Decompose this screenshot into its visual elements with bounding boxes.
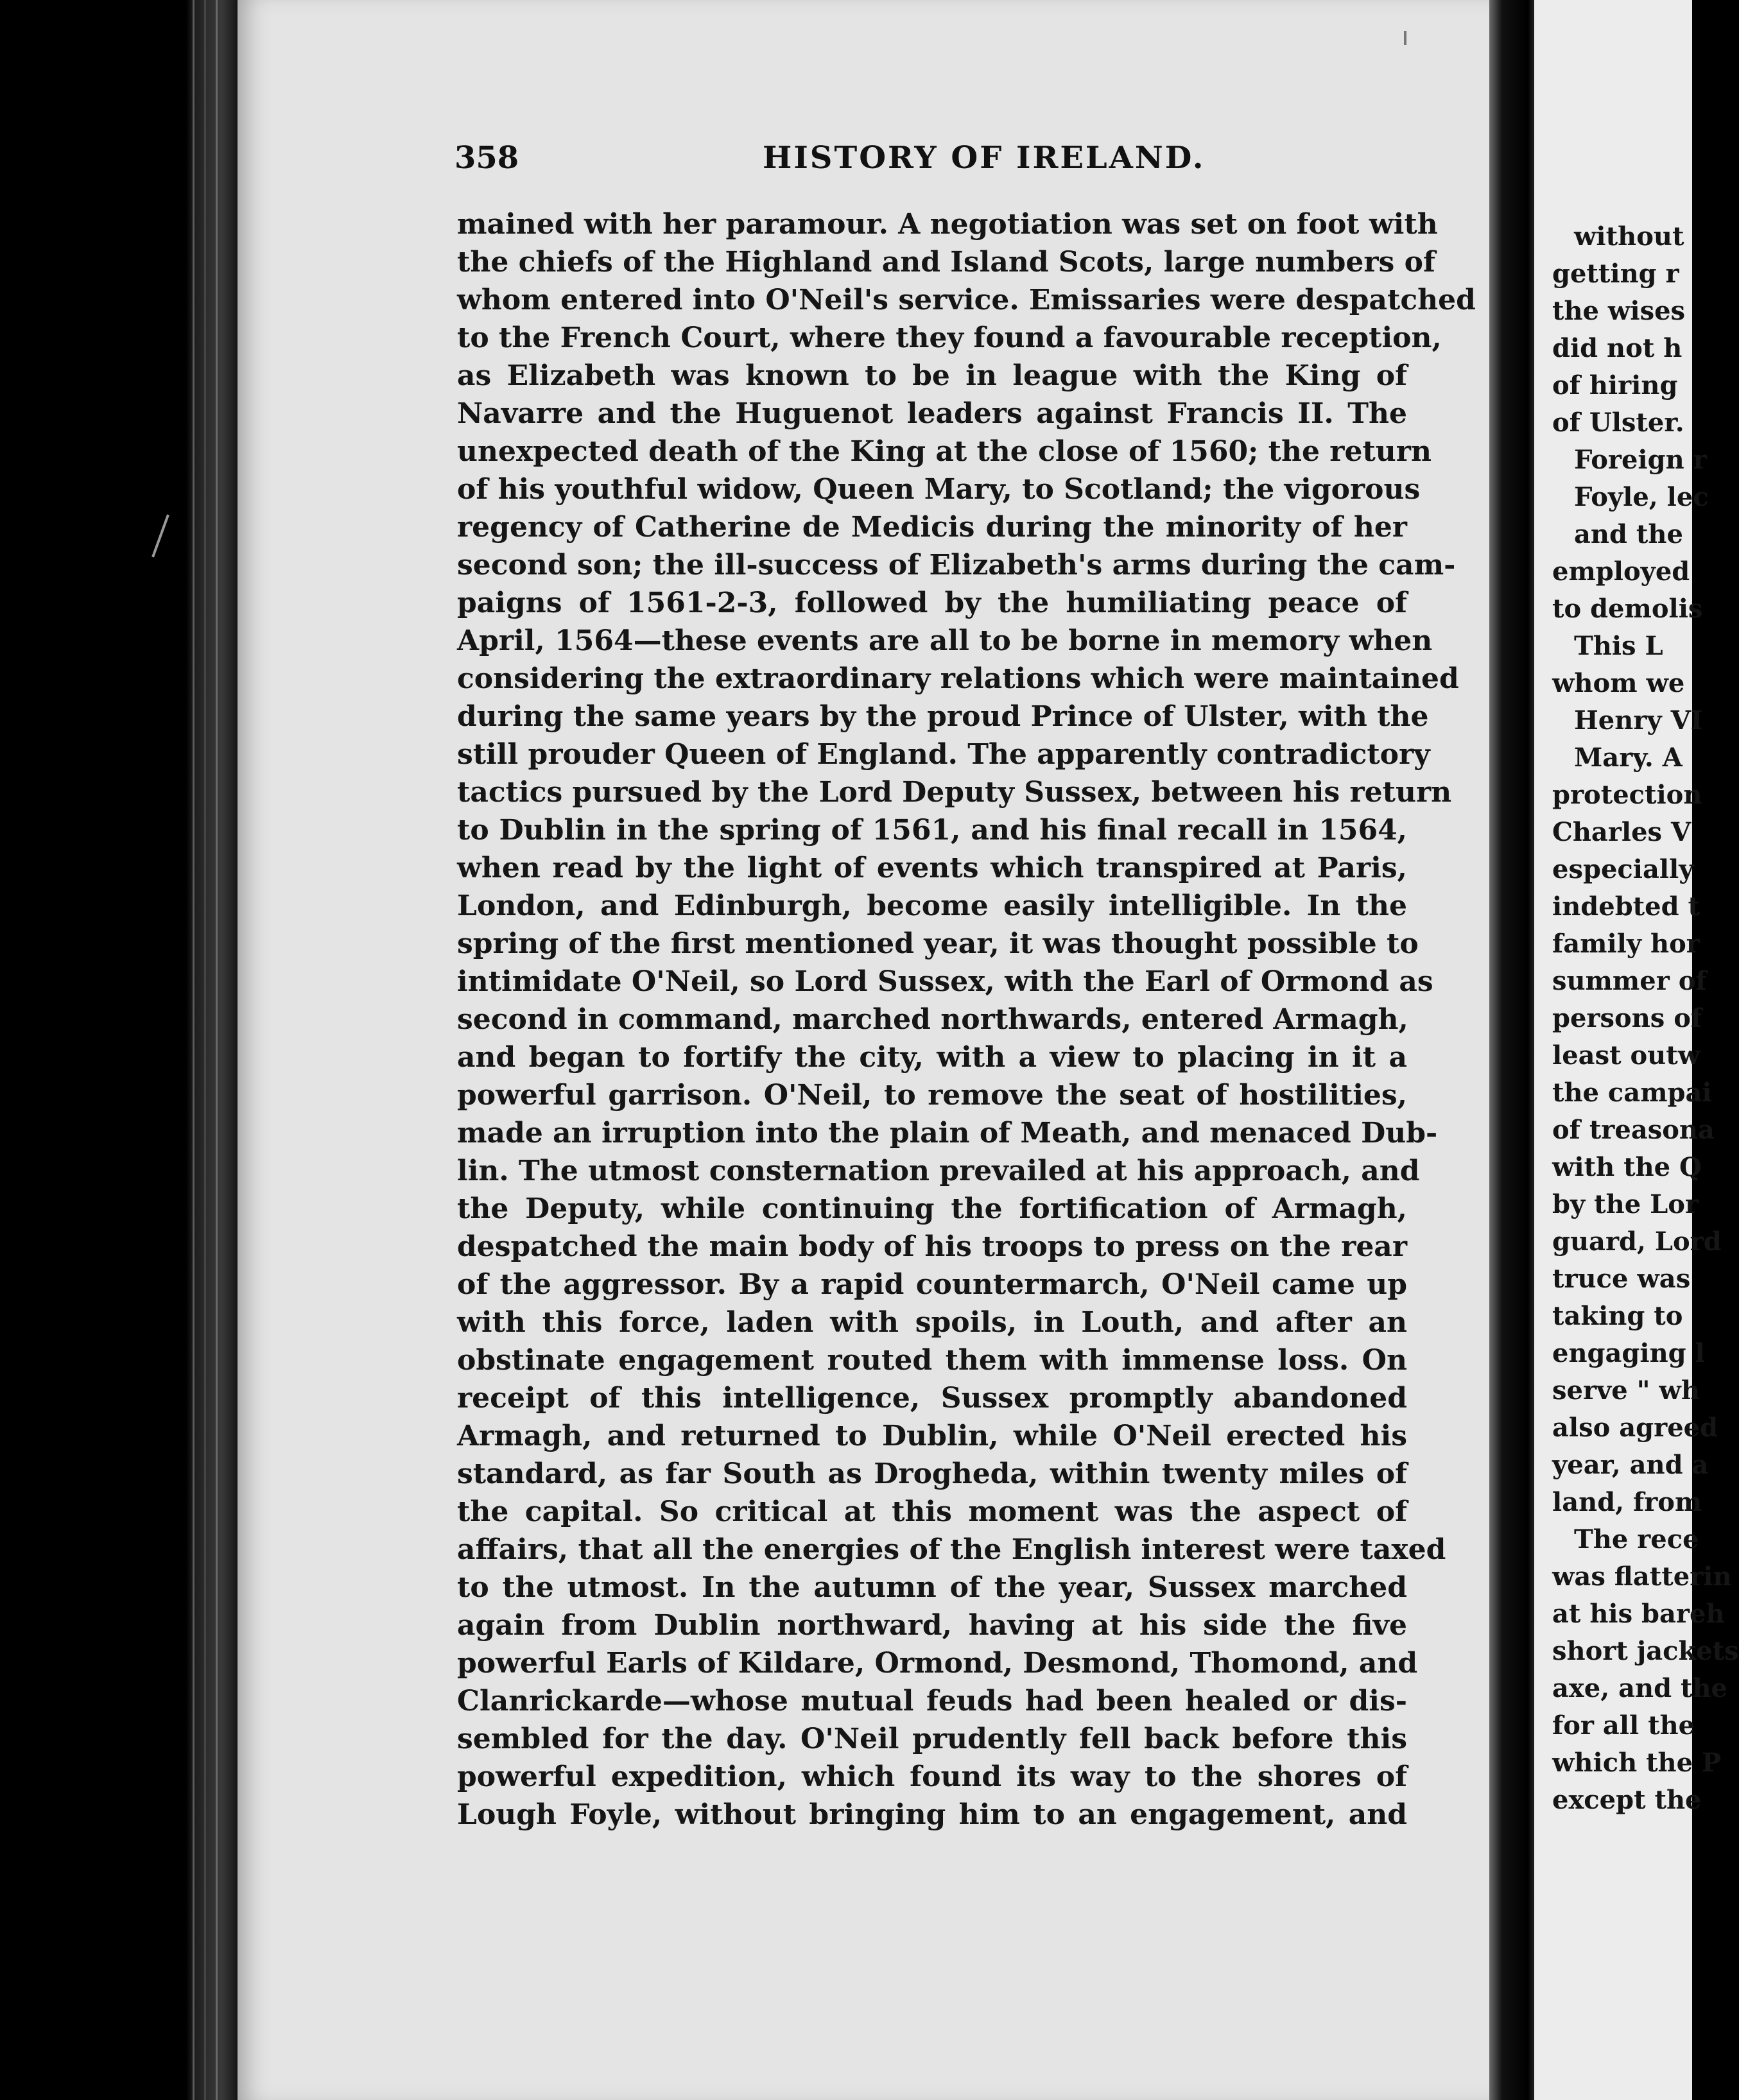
- text-line: sembled for the day. O'Neil prudently fell back before this: [457, 1723, 1407, 1755]
- text-line: the chiefs of the Highland and Island Scots, large numbers of: [457, 246, 1435, 279]
- text-line: and the: [1574, 519, 1683, 549]
- text-line: Henry VI: [1574, 705, 1703, 736]
- text-line: tactics pursued by the Lord Deputy Sussex, between his return: [457, 776, 1452, 809]
- text-line: London, and Edinburgh, become easily intelligible. In the: [457, 890, 1407, 922]
- text-line: Mary. A: [1574, 743, 1683, 773]
- text-line: with the Q: [1552, 1152, 1702, 1182]
- text-line: standard, as far South as Drogheda, within twenty miles of: [457, 1458, 1407, 1490]
- text-line: protection: [1552, 780, 1702, 810]
- text-line: family hor: [1552, 929, 1700, 959]
- left-page-text: [457, 205, 1476, 1834]
- text-line: powerful garrison. O'Neil, to remove the seat of hostilities,: [457, 1079, 1407, 1112]
- book-gutter: [1489, 0, 1534, 2100]
- text-line: April, 1564—these events are all to be borne in memory when: [457, 624, 1433, 657]
- text-line: as Elizabeth was known to be in league with the King of: [457, 359, 1407, 392]
- text-line: receipt of this intelligence, Sussex promptly abandoned: [457, 1382, 1407, 1415]
- text-line: the Deputy, while continuing the fortification of Armagh,: [457, 1192, 1407, 1225]
- text-line: of hiring: [1552, 370, 1678, 400]
- text-line: especially: [1552, 854, 1694, 884]
- text-line: Clanrickarde—whose mutual feuds had been healed or dis-: [457, 1685, 1407, 1717]
- text-line: of the aggressor. By a rapid countermarch, O'Neil came up: [457, 1268, 1407, 1301]
- text-line: without: [1574, 221, 1684, 252]
- text-line: persons of: [1552, 1003, 1702, 1033]
- text-line: except the: [1552, 1785, 1702, 1815]
- text-line: getting r: [1552, 259, 1679, 289]
- text-line: the campai: [1552, 1078, 1712, 1108]
- text-line: when read by the light of events which transpired at Paris,: [457, 852, 1407, 884]
- text-line: Charles V: [1552, 817, 1691, 847]
- running-head: [454, 140, 1353, 185]
- text-line: for all the: [1552, 1710, 1695, 1741]
- text-line: of Ulster.: [1552, 408, 1684, 438]
- text-line: also agreed: [1552, 1413, 1718, 1443]
- text-line: made an irruption into the plain of Meath, and menaced Dub-: [457, 1117, 1438, 1149]
- text-line: Foyle, lec: [1574, 482, 1709, 512]
- text-line: least outw: [1552, 1040, 1700, 1071]
- text-line: during the same years by the proud Prince of Ulster, with the: [457, 700, 1429, 733]
- text-line: of treasona: [1552, 1115, 1715, 1145]
- binding-stripe: [193, 0, 195, 2100]
- text-line: to Dublin in the spring of 1561, and his final recall in 1564,: [457, 814, 1407, 847]
- text-line: Navarre and the Huguenot leaders against Francis II. The: [457, 397, 1407, 430]
- text-line: to the French Court, where they found a favourable reception,: [457, 322, 1442, 354]
- text-line: unexpected death of the King at the close of 1560; the return: [457, 435, 1432, 468]
- text-line: truce was: [1552, 1264, 1691, 1294]
- page-number: 358: [454, 140, 519, 176]
- binding-stripe: [204, 0, 206, 2100]
- text-line: Lough Foyle, without bringing him to an engagement, and: [457, 1798, 1407, 1831]
- text-line: by the Lor: [1552, 1189, 1699, 1219]
- text-line: and began to fortify the city, with a view to placing in it a: [457, 1041, 1407, 1074]
- text-line: whom we: [1552, 668, 1685, 698]
- text-line: Armagh, and returned to Dublin, while O'Neil erected his: [457, 1420, 1407, 1452]
- text-line: This L: [1574, 631, 1663, 661]
- text-line: axe, and the: [1552, 1673, 1727, 1703]
- text-line: employed: [1552, 556, 1690, 587]
- text-line: which the P: [1552, 1748, 1722, 1778]
- text-line: serve " wh: [1552, 1375, 1700, 1406]
- text-line: the wises: [1552, 296, 1686, 326]
- text-line: powerful expedition, which found its way to the shores of: [457, 1760, 1407, 1793]
- text-line: to demolis: [1552, 594, 1703, 624]
- text-line: regency of Catherine de Medicis during the minority of her: [457, 511, 1407, 544]
- text-line: considering the extraordinary relations which were maintained: [457, 662, 1459, 695]
- text-line: indebted t: [1552, 891, 1700, 922]
- text-line: to the utmost. In the autumn of the year, Sussex marched: [457, 1571, 1407, 1604]
- paper-speck: [1404, 31, 1406, 45]
- right-page-text: [1552, 218, 1739, 1819]
- running-title: HISTORY OF IRELAND.: [763, 140, 1206, 176]
- text-line: mained with her paramour. A negotiation was set on foot with: [457, 208, 1438, 241]
- text-line: did not h: [1552, 333, 1683, 363]
- text-line: Foreign r: [1574, 445, 1707, 475]
- text-line: powerful Earls of Kildare, Ormond, Desmond, Thomond, and: [457, 1647, 1418, 1680]
- text-line: still prouder Queen of England. The apparently contradictory: [457, 738, 1430, 771]
- book-edge-margin: [0, 0, 238, 2100]
- text-line: of his youthful widow, Queen Mary, to Scotland; the vigorous: [457, 473, 1421, 506]
- text-line: affairs, that all the energies of the English interest were taxed: [457, 1533, 1446, 1566]
- text-line: summer of: [1552, 966, 1707, 996]
- text-line: spring of the first mentioned year, it was thought possible to: [457, 927, 1419, 960]
- text-line: obstinate engagement routed them with immense loss. On: [457, 1344, 1407, 1377]
- text-line: land, from: [1552, 1487, 1702, 1517]
- text-line: The rece: [1574, 1524, 1699, 1554]
- text-line: at his bareh: [1552, 1599, 1725, 1629]
- text-line: intimidate O'Neil, so Lord Sussex, with the Earl of Ormond as: [457, 965, 1433, 998]
- text-line: was flatterin: [1552, 1562, 1732, 1592]
- text-line: engaging l: [1552, 1338, 1705, 1368]
- text-line: lin. The utmost consternation prevailed at his approach, and: [457, 1155, 1420, 1187]
- text-line: second in command, marched northwards, entered Armagh,: [457, 1003, 1408, 1036]
- text-line: guard, Lord: [1552, 1226, 1722, 1257]
- text-line: taking to: [1552, 1301, 1683, 1331]
- text-line: despatched the main body of his troops to press on the rear: [457, 1230, 1407, 1263]
- text-line: the capital. So critical at this moment was the aspect of: [457, 1495, 1407, 1528]
- text-line: with this force, laden with spoils, in Louth, and after an: [457, 1306, 1407, 1339]
- binding-stripe: [216, 0, 218, 2100]
- text-line: short jackets: [1552, 1636, 1739, 1666]
- text-line: second son; the ill-success of Elizabeth's arms during the cam-: [457, 549, 1456, 581]
- text-line: whom entered into O'Neil's service. Emissaries were despatched: [457, 284, 1476, 316]
- text-line: year, and a: [1552, 1450, 1709, 1480]
- text-line: paigns of 1561-2-3, followed by the humiliating peace of: [457, 587, 1407, 619]
- text-line: again from Dublin northward, having at his side the five: [457, 1609, 1407, 1642]
